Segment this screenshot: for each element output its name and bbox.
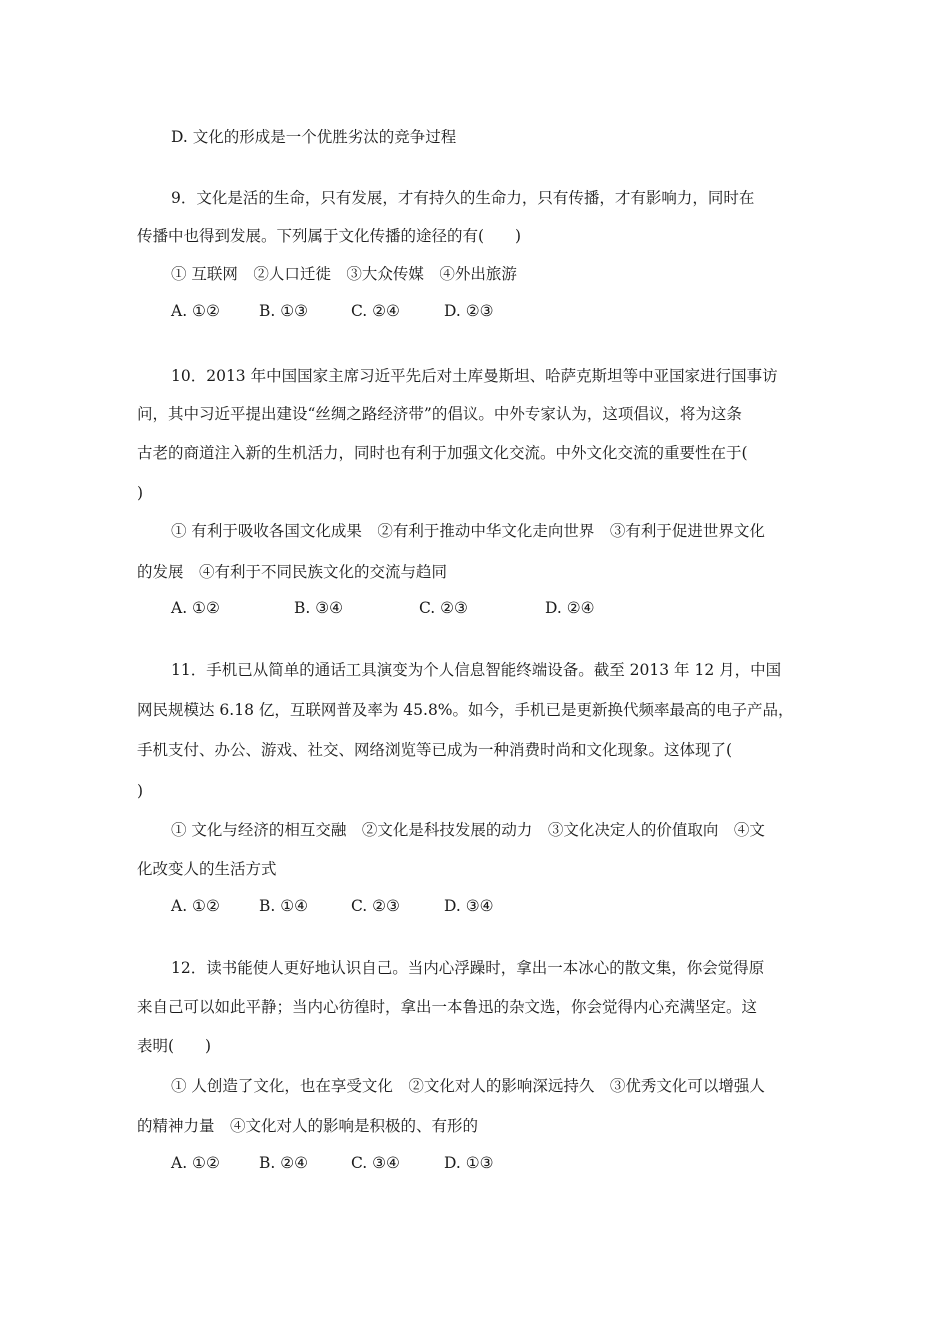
q10-stem-line-1: 10．2013 年中国国家主席习近平先后对土库曼斯坦、哈萨克斯坦等中亚国家进行国事访 xyxy=(171,367,778,385)
q11-stem-line-3: 手机支付、办公、游戏、社交、网络浏览等已成为一种消费时尚和文化现象。这体现了( xyxy=(137,741,733,759)
q11-option-d: D. ③④ xyxy=(444,897,494,915)
q12-option-d: D. ①③ xyxy=(444,1154,494,1172)
q11-items-line-1: ① 文化与经济的相互交融 ②文化是科技发展的动力 ③文化决定人的价值取向 ④文 xyxy=(171,821,765,839)
q10-stem-line-2: 问，其中习近平提出建设“丝绸之路经济带”的倡议。中外专家认为，这项倡议，将为这条 xyxy=(137,405,742,423)
q10-stem-line-4: ) xyxy=(137,484,144,502)
q11-stem-line-1: 11．手机已从简单的通话工具演变为个人信息智能终端设备。截至 2013 年 12 月，中国 xyxy=(171,661,782,679)
q9-stem-line-1: 9．文化是活的生命，只有发展，才有持久的生命力，只有传播，才有影响力，同时在 xyxy=(171,189,755,207)
q12-stem-line-2: 来自己可以如此平静；当内心彷徨时，拿出一本鲁迅的杂文选，你会觉得内心充满坚定。这 xyxy=(137,998,758,1016)
q9-option-a: A. ①② xyxy=(171,302,220,320)
q9-option-d: D. ②③ xyxy=(444,302,494,320)
q10-option-d: D. ②④ xyxy=(545,599,595,617)
q11-option-c: C. ②③ xyxy=(351,897,400,915)
q10-option-a: A. ①② xyxy=(171,599,220,617)
q9-items: ① 互联网 ②人口迁徙 ③大众传媒 ④外出旅游 xyxy=(171,265,517,283)
q12-stem-line-3: 表明( ) xyxy=(137,1037,212,1055)
q11-stem-line-4: ) xyxy=(137,782,144,800)
q10-stem-line-3: 古老的商道注入新的生机活力，同时也有利于加强文化交流。中外文化交流的重要性在于( xyxy=(137,444,748,462)
q11-items-line-2: 化改变人的生活方式 xyxy=(137,860,277,878)
prev-option-d: D. 文化的形成是一个优胜劣汰的竞争过程 xyxy=(171,128,457,146)
q10-option-c: C. ②③ xyxy=(419,599,468,617)
q12-stem-line-1: 12．读书能使人更好地认识自己。当内心浮躁时，拿出一本冰心的散文集，你会觉得原 xyxy=(171,959,765,977)
q9-option-c: C. ②④ xyxy=(351,302,400,320)
q12-option-b: B. ②④ xyxy=(259,1154,309,1172)
q12-items-line-1: ① 人创造了文化，也在享受文化 ②文化对人的影响深远持久 ③优秀文化可以增强人 xyxy=(171,1077,765,1095)
q9-option-b: B. ①③ xyxy=(259,302,309,320)
q11-stem-line-2: 网民规模达 6.18 亿，互联网普及率为 45.8%。如今，手机已是更新换代频率最高的电子产品， xyxy=(137,701,794,719)
q10-items-line-1: ① 有利于吸收各国文化成果 ②有利于推动中华文化走向世界 ③有利于促进世界文化 xyxy=(171,522,765,540)
q9-stem-line-2: 传播中也得到发展。下列属于文化传播的途径的有( ) xyxy=(137,227,522,245)
q10-items-line-2: 的发展 ④有利于不同民族文化的交流与趋同 xyxy=(137,563,448,581)
q10-option-b: B. ③④ xyxy=(294,599,344,617)
q11-option-a: A. ①② xyxy=(171,897,220,915)
q12-items-line-2: 的精神力量 ④文化对人的影响是积极的、有形的 xyxy=(137,1117,479,1135)
q11-option-b: B. ①④ xyxy=(259,897,309,915)
q12-option-a: A. ①② xyxy=(171,1154,220,1172)
q12-option-c: C. ③④ xyxy=(351,1154,400,1172)
